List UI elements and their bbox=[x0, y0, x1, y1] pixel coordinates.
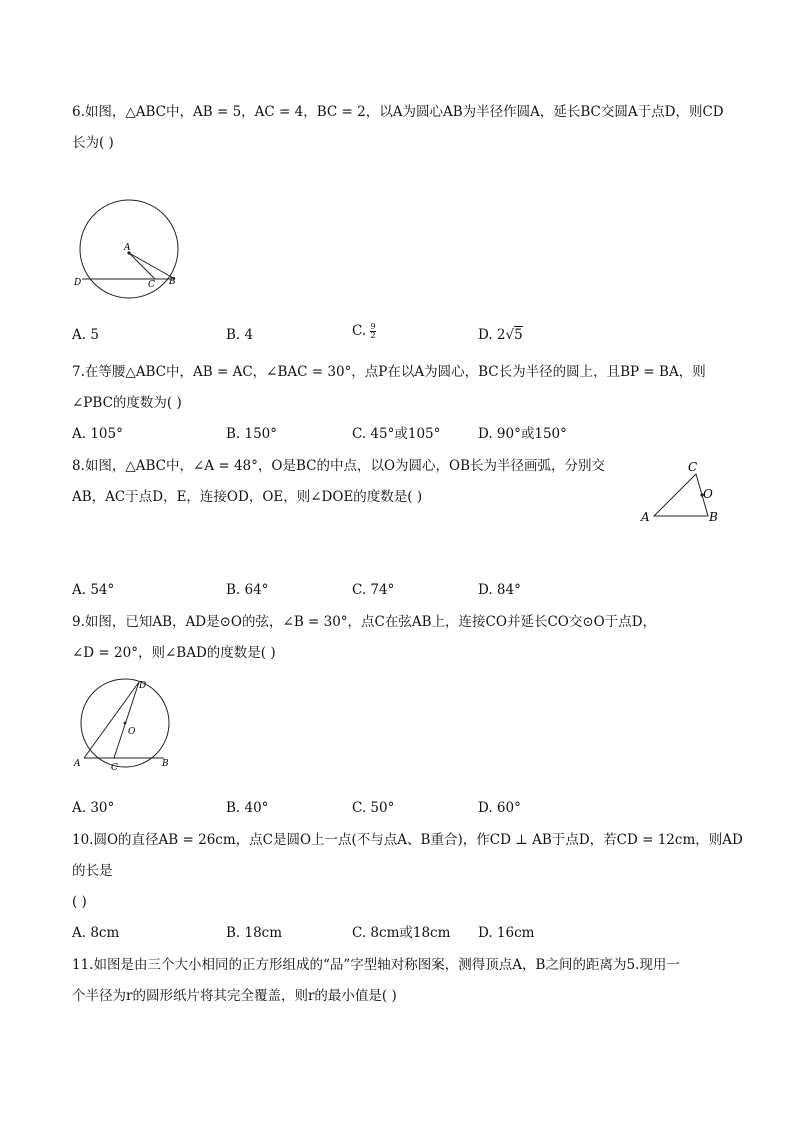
q6-figure bbox=[72, 200, 192, 300]
q6-option-d-radicand: 5 bbox=[514, 327, 523, 343]
q8-label-o: O bbox=[703, 487, 713, 501]
sqrt-icon: √ bbox=[505, 327, 515, 343]
q9-option-a: A. 30° bbox=[72, 800, 115, 816]
q6-option-c-prefix: C. bbox=[352, 323, 367, 339]
q6-stem-line2: 长为( ) bbox=[72, 135, 114, 151]
q8-figure bbox=[638, 458, 728, 528]
q7-stem-line1: 7.在等腰△ABC中，AB = AC，∠BAC = 30°，点P在以A为圆心，BC长为半径的圆上，且BP = BA，则 bbox=[72, 364, 706, 380]
q10-stem-line1: 10.圆O的直径AB = 26cm，点C是圆O上一点(不与点A、B重合)，作CD ⊥ AB于点D，若CD = 12cm，则AD bbox=[72, 832, 743, 848]
q8-option-c: C. 74° bbox=[352, 582, 395, 598]
q9-option-c: C. 50° bbox=[352, 800, 395, 816]
q8-label-a: A bbox=[641, 510, 650, 524]
q9-label-a: A bbox=[74, 759, 81, 769]
q6-label-b: B bbox=[169, 277, 176, 287]
q8-label-b: B bbox=[709, 510, 718, 524]
q6-option-c-fraction bbox=[370, 323, 375, 340]
q6-option-b: B. 4 bbox=[226, 327, 254, 343]
q6-option-d-prefix: D. 2 bbox=[478, 327, 506, 343]
q9-figure bbox=[72, 678, 182, 778]
q9-stem-line2: ∠D = 20°，则∠BAD的度数是( ) bbox=[72, 645, 276, 661]
q6-option-c-numerator: 9 bbox=[370, 322, 376, 331]
q10-option-c: C. 8cm或18cm bbox=[352, 925, 451, 941]
q6-label-a: A bbox=[124, 243, 131, 253]
q7-stem-line2: ∠PBC的度数为( ) bbox=[72, 395, 182, 411]
q6-option-c bbox=[352, 322, 376, 340]
q7-option-a: A. 105° bbox=[72, 426, 123, 442]
q6-label-d: D bbox=[74, 278, 82, 288]
q10-stem-line3: ( ) bbox=[72, 894, 87, 910]
q7-option-d: D. 90°或150° bbox=[478, 426, 567, 442]
q11-stem-line1: 11.如图是由三个大小相同的正方形组成的“品”字型轴对称图案，测得顶点A，B之间的距离为5.现用一 bbox=[72, 957, 680, 973]
q10-option-b: B. 18cm bbox=[226, 925, 283, 941]
q10-stem-line2: 的长是 bbox=[72, 863, 113, 879]
q8-option-d: D. 84° bbox=[478, 582, 521, 598]
q10-option-d: D. 16cm bbox=[478, 925, 535, 941]
q8-option-b: B. 64° bbox=[226, 582, 269, 598]
q9-label-c: C bbox=[111, 763, 118, 773]
q6-option-c-denominator: 2 bbox=[370, 331, 376, 340]
q6-label-c: C bbox=[148, 280, 155, 290]
q7-option-b: B. 150° bbox=[226, 426, 278, 442]
q8-stem-line1: 8.如图，△ABC中，∠A = 48°，O是BC的中点，以O为圆心，OB长为半径画弧，分别交 bbox=[72, 458, 606, 474]
q9-label-d: D bbox=[139, 681, 147, 691]
q8-stem-line2: AB，AC于点D，E，连接OD，OE，则∠DOE的度数是( ) bbox=[72, 489, 423, 505]
q9-label-o: O bbox=[128, 727, 136, 737]
q8-option-a: A. 54° bbox=[72, 582, 115, 598]
q8-label-c: C bbox=[688, 460, 698, 474]
q11-stem-line2: 个半径为r的圆形纸片将其完全覆盖，则r的最小值是( ) bbox=[72, 988, 397, 1004]
q6-stem-line1: 6.如图，△ABC中，AB = 5，AC = 4，BC = 2，以A为圆心AB为半径作圆A，延长BC交圆A于点D，则CD bbox=[72, 104, 724, 120]
q9-option-d: D. 60° bbox=[478, 800, 521, 816]
q7-option-c: C. 45°或105° bbox=[352, 426, 441, 442]
q9-stem-line1: 9.如图，已知AB，AD是⊙O的弦，∠B = 30°，点C在弦AB上，连接CO并延长CO交⊙O于点D， bbox=[72, 614, 657, 630]
q6-option-a: A. 5 bbox=[72, 327, 99, 343]
q9-option-b: B. 40° bbox=[226, 800, 269, 816]
q6-option-d bbox=[478, 326, 523, 344]
q9-label-b: B bbox=[162, 759, 169, 769]
q10-option-a: A. 8cm bbox=[72, 925, 120, 941]
